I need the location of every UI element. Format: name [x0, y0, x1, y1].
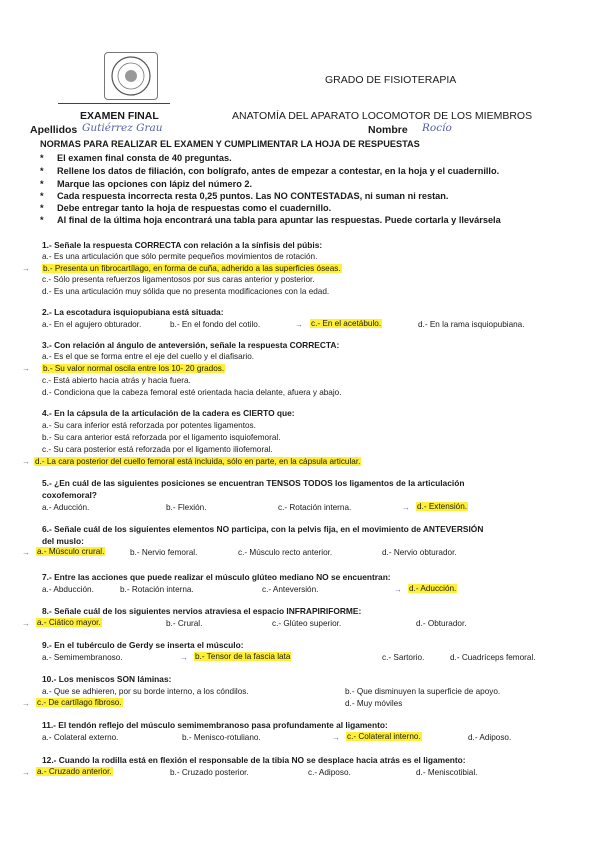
norm-item: Marque las opciones con lápiz del número 2.	[57, 179, 253, 189]
header-divider	[58, 103, 170, 104]
option-1b-selected: b.- Presenta un fibrocartílago, en forma de cuña, adherido a las superficies óseas.	[43, 264, 341, 273]
option-11a: a.- Colateral externo.	[42, 733, 119, 742]
option-3b-selected: b.- Su valor normal oscila entre los 10- 20 grados.	[43, 364, 225, 373]
question-3: 3.- Con relación al ángulo de anteversión, señale la respuesta CORRECTA:	[42, 340, 340, 350]
university-seal	[104, 52, 158, 100]
option-9b-selected: b.- Tensor de la fascia lata	[195, 652, 291, 661]
option-4a: a.- Su cara inferior está reforzada por potentes ligamentos.	[42, 421, 256, 430]
surname-value: Gutiérrez Grau	[82, 122, 163, 134]
answer-marker-arrow-icon: →	[22, 768, 30, 777]
norm-item: Cada respuesta incorrecta resta 0,25 puntos. Las NO CONTESTADAS, ni suman ni restan.	[57, 191, 449, 201]
norm-bullet: *	[40, 191, 44, 201]
norm-bullet: *	[40, 179, 44, 189]
option-12a-selected: a.- Cruzado anterior.	[37, 767, 112, 776]
question-8: 8.- Señale cuál de los siguientes nervios atraviesa el espacio INFRAPIRIFORME:	[42, 606, 362, 616]
option-11b: b.- Menisco-rotuliano.	[182, 733, 261, 742]
answer-marker-arrow-icon: →	[332, 733, 340, 742]
answer-marker-arrow-icon: →	[22, 457, 30, 466]
option-12c: c.- Adiposo.	[308, 768, 351, 777]
option-8c: c.- Glúteo superior.	[272, 619, 342, 628]
option-3c: c.- Está abierto hacia atrás y hacia fuera.	[42, 376, 191, 385]
option-7c: c.- Anteversión.	[262, 585, 319, 594]
option-7b: b.- Rotación interna.	[120, 585, 194, 594]
option-12d: d.- Meniscotibial.	[416, 768, 478, 777]
norm-bullet: *	[40, 215, 44, 225]
question-6-line-2: del muslo:	[42, 536, 84, 546]
option-10c-selected: c.- De cartílago fibroso.	[37, 698, 122, 707]
answer-marker-arrow-icon: →	[22, 548, 30, 557]
option-9d: d.- Cuadríceps femoral.	[450, 653, 536, 662]
answer-marker-arrow-icon: →	[22, 264, 30, 273]
norm-item: Debe entregar tanto la hoja de respuestas como el cuadernillo.	[57, 203, 332, 213]
question-7: 7.- Entre las acciones que puede realizar el músculo glúteo mediano NO se encuentran:	[42, 572, 391, 582]
subject-title: ANATOMÍA DEL APARATO LOCOMOTOR DE LOS MIEMBROS	[232, 110, 533, 122]
answer-marker-arrow-icon: →	[394, 585, 402, 594]
question-2: 2.- La escotadura isquiopubiana está situada:	[42, 307, 224, 317]
norm-bullet: *	[40, 166, 44, 176]
option-7d-selected: d.- Aducción.	[409, 584, 457, 593]
answer-marker-arrow-icon: →	[22, 619, 30, 628]
norm-item: El examen final consta de 40 preguntas.	[57, 153, 232, 163]
option-5b: b.- Flexión.	[166, 503, 207, 512]
option-4d-selected: d.- La cara posterior del cuello femoral está incluida, sólo en parte, en la cápsula articular.	[35, 457, 361, 466]
surname-label: Apellidos	[30, 124, 78, 136]
option-3d: d.- Condiciona que la cabeza femoral esté orientada hacia delante, afuera y abajo.	[42, 388, 342, 397]
option-8b: b.- Crural.	[166, 619, 203, 628]
question-10: 10.- Los meniscos SON láminas:	[42, 674, 172, 684]
option-8d: d.- Obturador.	[416, 619, 467, 628]
option-1c: c.- Sólo presenta refuerzos ligamentosos por sus caras anterior y posterior.	[42, 275, 315, 284]
norm-bullet: *	[40, 203, 44, 213]
option-10d: d.- Muy móviles	[345, 699, 403, 708]
option-5a: a.- Aducción.	[42, 503, 90, 512]
answer-marker-arrow-icon: →	[22, 699, 30, 708]
option-10a: a.- Que se adhieren, por su borde interno, a los cóndilos.	[42, 687, 249, 696]
question-5-line-1: 5.- ¿En cuál de las siguientes posiciones se encuentran TENSOS TODOS los ligamentos de la articulación	[42, 478, 465, 488]
norm-bullet: *	[40, 153, 44, 163]
name-label: Nombre	[368, 124, 408, 136]
option-6b: b.- Nervio femoral.	[130, 548, 198, 557]
question-12: 12.- Cuando la rodilla está en flexión el responsable de la tibia NO se desplace hacia atrás es el ligamento:	[42, 755, 466, 765]
option-2b: b.- En el fondo del cotilo.	[170, 320, 261, 329]
norms-title: NORMAS PARA REALIZAR EL EXAMEN Y CUMPLIMENTAR LA HOJA DE RESPUESTAS	[40, 139, 420, 149]
option-9a: a.- Semimembranoso.	[42, 653, 123, 662]
norm-item: Rellene los datos de filiación, con bolígrafo, antes de empezar a contestar, en la hoja y el cuadernillo.	[57, 166, 500, 176]
option-11d: d.- Adiposo.	[468, 733, 512, 742]
option-5d-selected: d.- Extensión.	[417, 502, 468, 511]
option-5c: c.- Rotación interna.	[278, 503, 352, 512]
option-11c-selected: c.- Colateral interno.	[347, 732, 421, 741]
question-9: 9.- En el tubérculo de Gerdy se inserta el músculo:	[42, 640, 244, 650]
option-1d: d.- Es una articulación muy sólida que no presenta modificaciones con la edad.	[42, 287, 330, 296]
option-12b: b.- Cruzado posterior.	[170, 768, 249, 777]
option-2d: d.- En la rama isquiopubiana.	[418, 320, 525, 329]
option-1a: a.- Es una articulación que sólo permite pequeños movimientos de rotación.	[42, 252, 318, 261]
question-6-line-1: 6.- Señale cuál de los siguientes elementos NO participa, con la pelvis fija, en el movimiento de ANTEVERSIÓN	[42, 524, 484, 534]
program-title: GRADO DE FISIOTERAPIA	[325, 74, 457, 86]
option-4b: b.- Su cara anterior está reforzada por el ligamento isquiofemoral.	[42, 433, 281, 442]
option-9c: c.- Sartorio.	[382, 653, 425, 662]
option-8a-selected: a.- Ciático mayor.	[37, 618, 101, 627]
answer-marker-arrow-icon: →	[402, 503, 410, 512]
question-11: 11.- El tendón reflejo del músculo semimembranoso pasa profundamente al ligamento:	[42, 720, 388, 730]
exam-title: EXAMEN FINAL	[80, 110, 159, 122]
option-7a: a.- Abducción.	[42, 585, 94, 594]
option-2a: a.- En el agujero obturador.	[42, 320, 142, 329]
option-2c-selected: c.- En el acetábulo.	[311, 319, 382, 328]
option-4c: c.- Su cara posterior está reforzada por el ligamento iliofemoral.	[42, 445, 273, 454]
option-6a-selected: a.- Músculo crural.	[37, 547, 105, 556]
answer-marker-arrow-icon: →	[22, 364, 30, 373]
answer-marker-arrow-icon: →	[180, 653, 188, 662]
seal-emblem-icon	[105, 53, 157, 99]
question-1: 1.- Señale la respuesta CORRECTA con relación a la sínfisis del púbis:	[42, 240, 323, 250]
question-5-line-2: coxofemoral?	[42, 490, 97, 500]
question-4: 4.- En la cápsula de la articulación de la cadera es CIERTO que:	[42, 408, 295, 418]
answer-marker-arrow-icon: →	[295, 320, 303, 329]
option-6c: c.- Músculo recto anterior.	[238, 548, 333, 557]
option-10b: b.- Que disminuyen la superficie de apoyo.	[345, 687, 501, 696]
option-3a: a.- Es el que se forma entre el eje del cuello y el diafisario.	[42, 352, 255, 361]
option-6d: d.- Nervio obturador.	[382, 548, 457, 557]
name-value: Rocío	[422, 122, 452, 134]
norm-item: Al final de la última hoja encontrará una tabla para apuntar las respuestas. Puede cortarla y llevársela	[57, 215, 501, 225]
